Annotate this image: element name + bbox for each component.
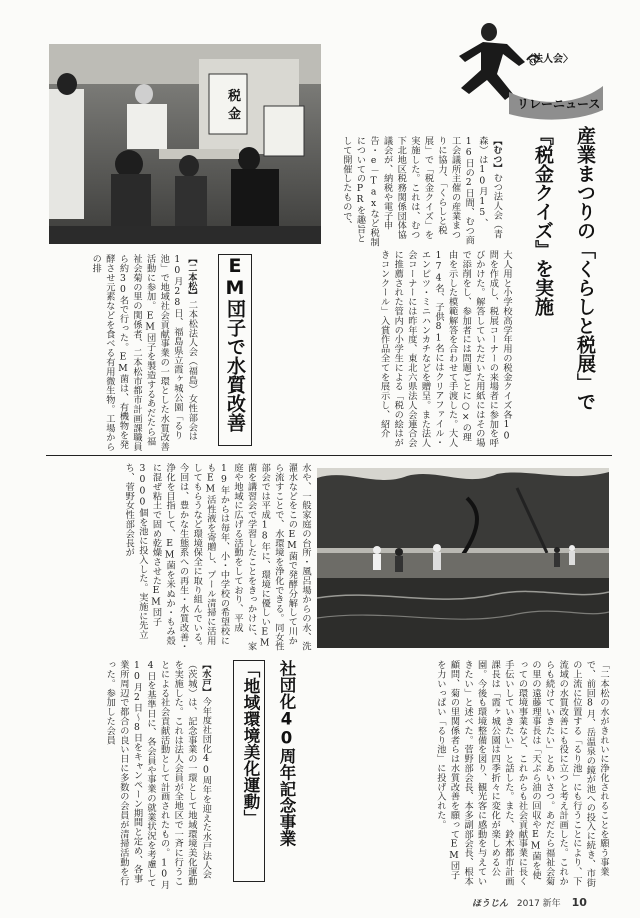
divider-article1 — [46, 455, 612, 456]
photo-pond-cleanup — [317, 468, 609, 648]
article2-body-cont: 水や、一般家庭の台所・風呂場からの水、洗濯水などをこのEM菌で発酵分解して川から流すことで、水環境を浄化できる。同女性部会では平成18年に、環境に優しいEM菌を講習会で学習したことをきっかけに、家庭や地域に広げる活動をしており、平成19年からは毎年、小・中学校の希望校にもEM活性液を寄贈し、プール清掃に活用してもらうなど環境保全に取り組んでいる。今回は、豊かな生態系への再生・水質改善・浄化を目指して、EM菌を米ぬか・もみ殻に混ぜ粘土で固め乾燥させたEM団子3000個を池に投入した。実施に先立ち、菅野女性部会長が — [123, 463, 311, 651]
article2-body — [46, 254, 212, 452]
article1-tag: 【むつ】 — [491, 136, 502, 173]
article1-headline-line1: 産業まつりの「くらしと税展」で — [574, 126, 596, 411]
masthead-badge: 〈法人会〉 — [523, 54, 573, 65]
article2-tag: 【二本松】 — [186, 254, 197, 300]
booth-sign-text: 税 — [228, 89, 242, 104]
footer-year: 2017 — [516, 899, 540, 909]
photo-tax-quiz-drawing — [49, 44, 321, 244]
article3-tag: 【水戸】 — [200, 660, 211, 697]
article2-headline: EM団子で水質改善 — [218, 254, 252, 446]
relay-news-masthead — [447, 22, 607, 124]
article1-body-col1 — [325, 136, 517, 248]
booth-sign-text-2: 金 — [228, 107, 242, 122]
article3-body — [46, 660, 226, 890]
article3-headline-line1: 社団化40周年記念事業 — [277, 660, 296, 847]
footer-issue: 新年 — [542, 899, 561, 909]
article2-body-text: 二本松法人会（福島）女性部会は10月28日、福島県立霞ヶ城公園「るり池」で地域社会貢献事業の一環とした水質改善活動に参加。EM団子を製造するあだたら福祉会菊の里の関係者、二本松市都市計画課職員ら約30名で行った。EM菌は、有機物を発酵させ元素などを食べる有用微生物。工場からの排 — [90, 254, 198, 452]
photo-pond-drawing — [317, 468, 609, 648]
footer-page-number: 10 — [571, 896, 587, 909]
footer-magazine: ほうじん — [472, 899, 509, 909]
photo-tax-quiz-booth — [49, 44, 321, 244]
article1-headline-line2: 『税金クイズ』を実施 — [532, 126, 554, 316]
article1-body-col2: 大人用と小学校高学年用の税金クイズ各10問を作成し、税展コーナーの来場者に参加を呼びかけた。解答していただいた用紙にはその場で添削をし、参加者には問題ごとに○×の理由を示した模範解答を合わせて手渡した。大人174名、子供81名にはクリアファイル・エンピツ・ミニハンカチなどを贈呈。また法人会コーナーには昨年度、東北六県法人会連合会に推薦された管内の小学生による「税の絵はがきコンクール」入賞作品全てを展示し、紹介 — [378, 250, 512, 448]
article1-body-col1-text: むつ法人会（青森）は10月15、16日の2日間、むつ商工会議所主催の産業まつりに協力、「くらしと税展」で「税金クイズ」を実施した。これは、むつ下北地区税務関係団体協議会が、納税や電子申告・e－Taxなど税制についてのPRを趣旨として開催したもので、 — [340, 136, 503, 247]
page-footer — [472, 896, 612, 912]
article3-headline-line2: 「地域環境美化運動」 — [233, 660, 265, 882]
masthead-title: リレーニュース — [517, 97, 601, 111]
article3-body-text: 今年度社団化40周年を迎えた水戸法人会（茨城）は、記念事業の一環として地域環境美化運動を実施した。これは法人会員が全地区で一斉に行うことによる社会貢献活動として計画されたもの。10月4日を基準日に、各会員や事業の就業状況を考慮して10月2日～8日をキャンペーン期間と定め、各事業所周辺で都合の良い日に多数の会員が清掃活動を行った。参加した会員 — [104, 660, 212, 890]
article2-body-col3: 「二本松の水がきれいに浄化されることを願う事業で、前回8月、岳温泉の鏡が池への投入に続き、市街の上流に位置する「るり池」にも行うことにより、下流域の水質改善にも役に立つと考え計画した。これからも続けていきたい」とあいさつ。あだたら福祉会菊の里の遠藤理事長は「天ぷら油の回収やEM菌を使っての環境事業など、これからも社会貢献事業に長く手伝いしていきたい」と話した。また、鈴木都市計画課長は「霞ヶ城公園は四季折々に変化が楽しめる公園。今後も環境整備を図り、観光客に感動を与えていきたい」と述べた。菅野部会長、本多副部会長、根本顧問、菊の里関係者らは水質改善を願ってEM団子を力いっぱい「るり池」に投げ入れた。 — [434, 660, 609, 888]
